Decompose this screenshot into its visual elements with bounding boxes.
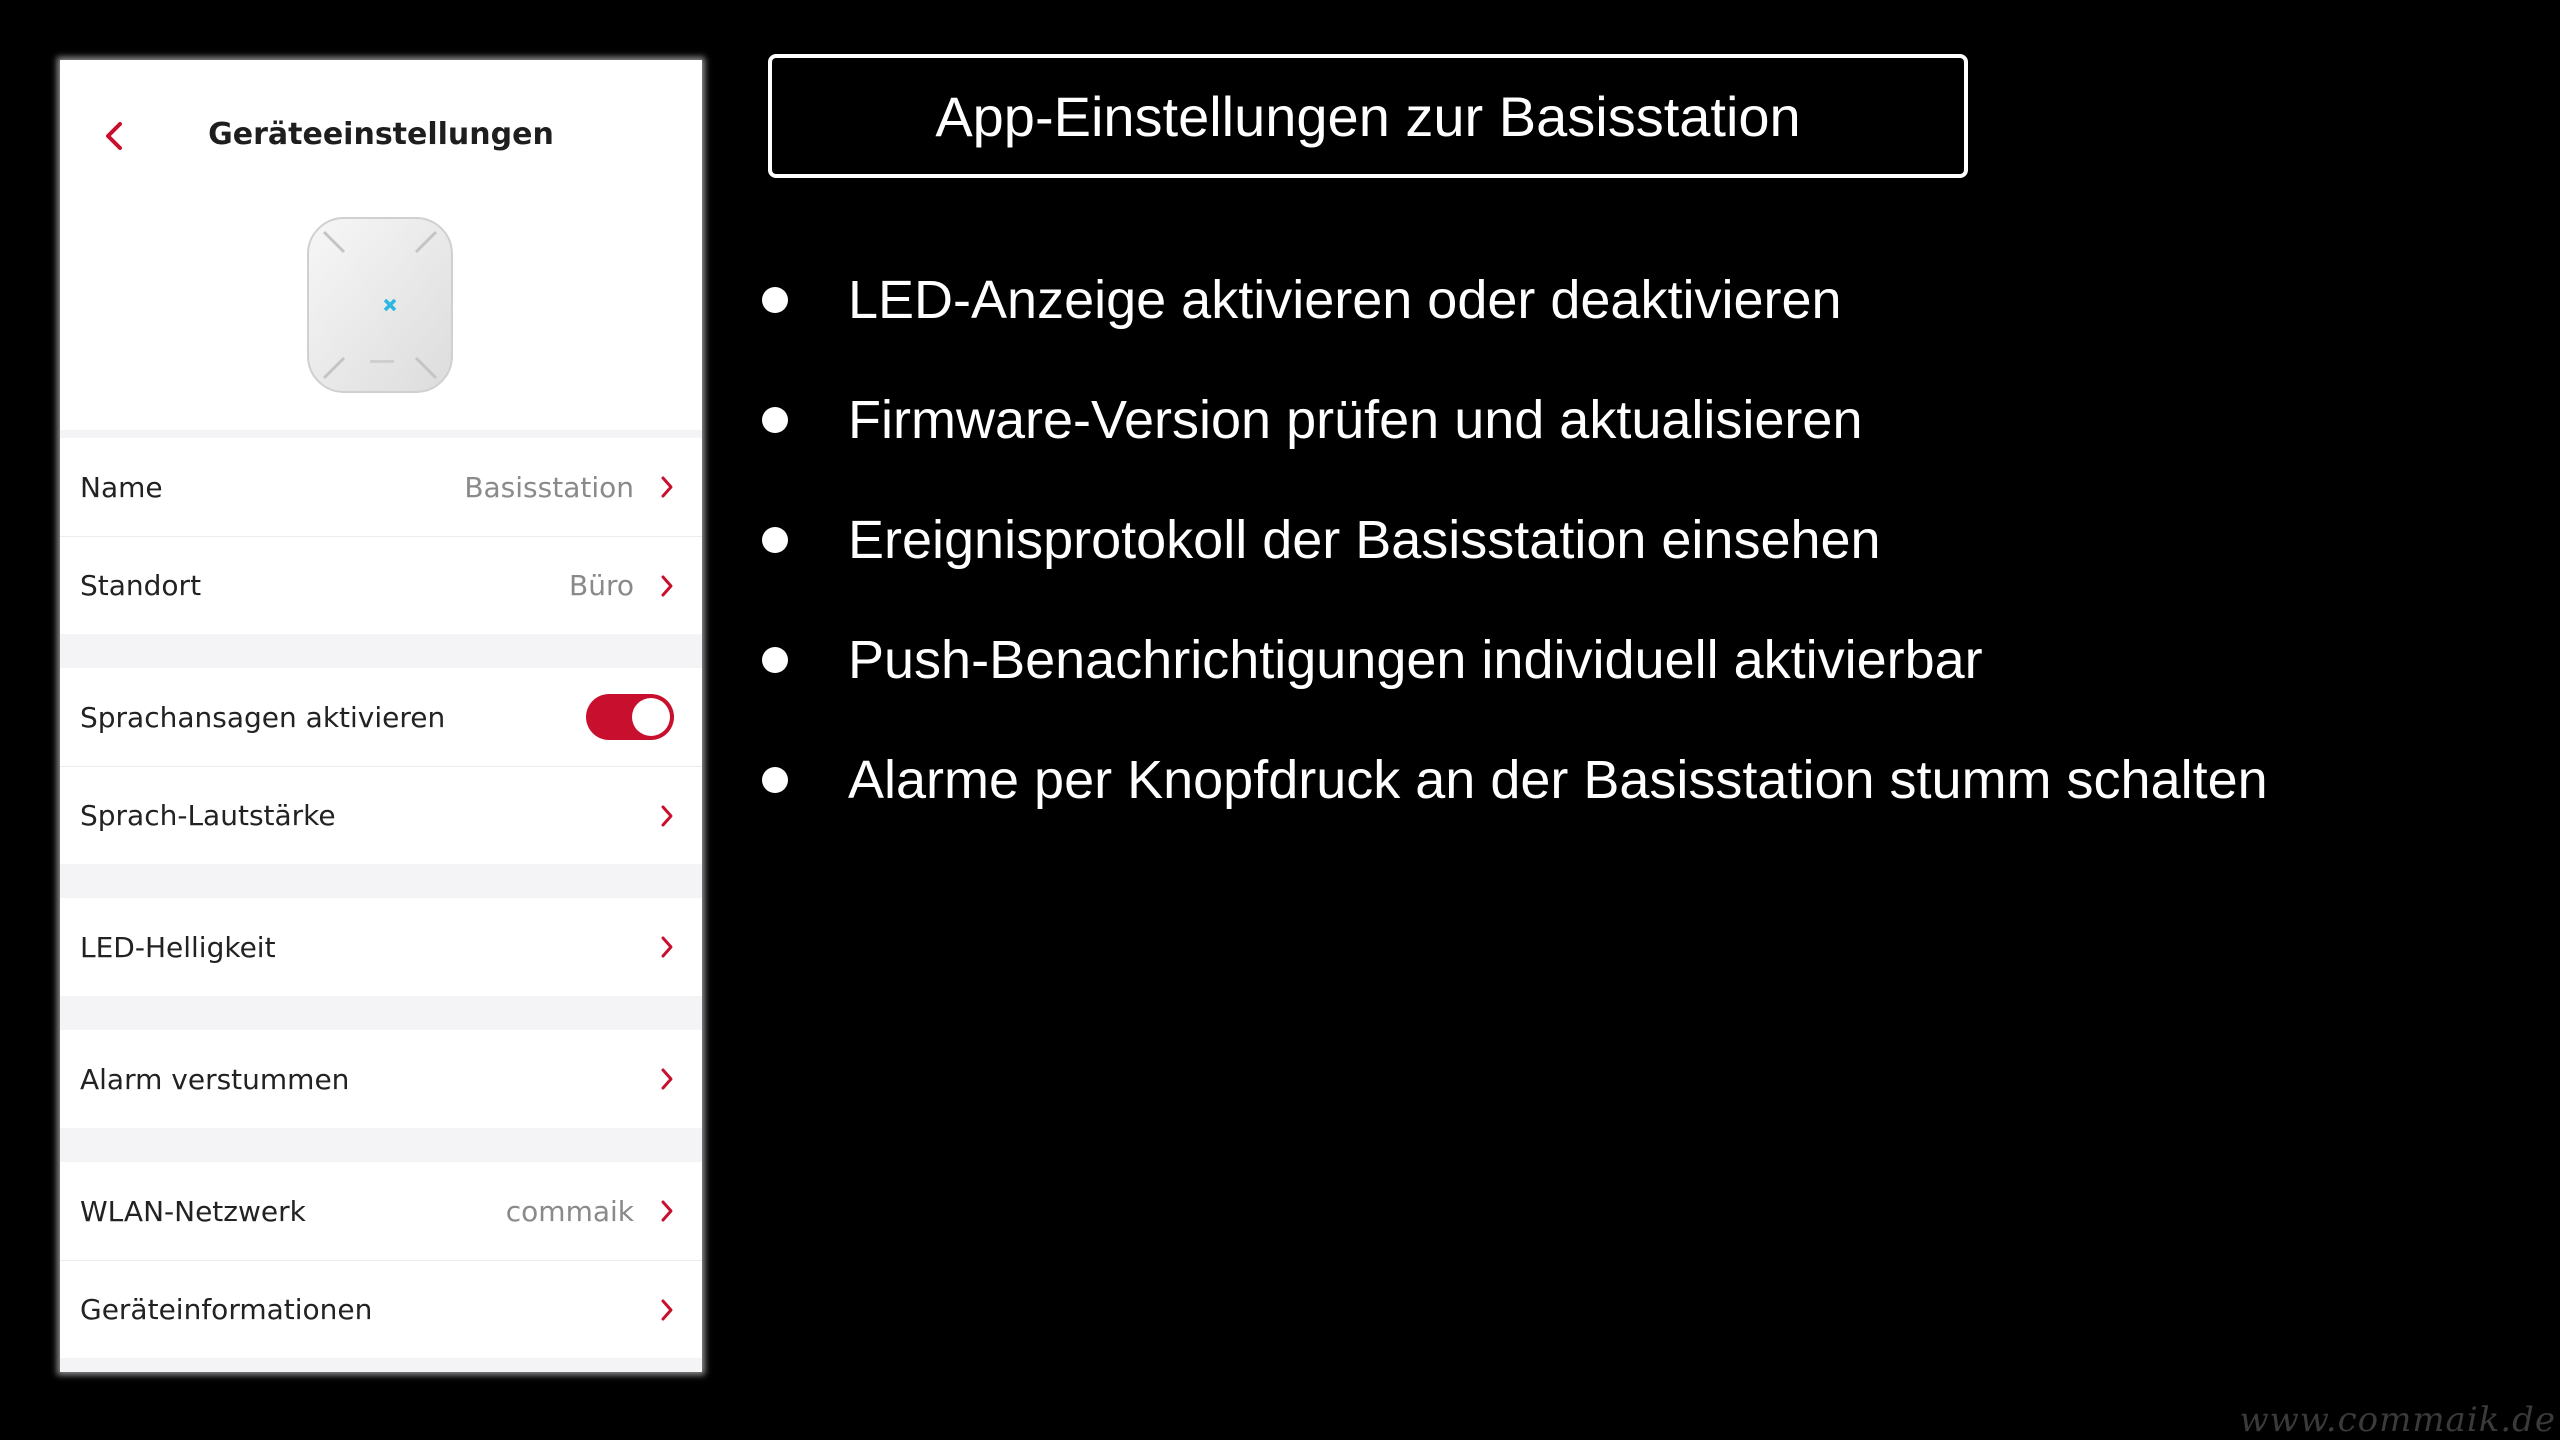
- base-station-image: [300, 210, 460, 400]
- phone-screenshot: [60, 60, 702, 1372]
- setting-label: Sprach-Lautstärke: [80, 799, 336, 832]
- setting-label: Geräteinformationen: [80, 1293, 373, 1326]
- bullet-text: Firmware-Version prüfen und aktualisieren: [848, 390, 1863, 450]
- chevron-right-icon: [656, 571, 678, 601]
- bullet-text: Ereignisprotokoll der Basisstation einsehen: [848, 510, 1881, 570]
- list-item: [760, 720, 2540, 840]
- bullet-text: Alarme per Knopfdruck an der Basisstation stumm schalten: [848, 750, 2268, 810]
- setting-value: commaik: [505, 1194, 634, 1228]
- sprachansagen-toggle[interactable]: [586, 694, 674, 740]
- bullet-text: LED-Anzeige aktivieren oder deaktivieren: [848, 270, 1842, 330]
- list-item: [760, 240, 2540, 360]
- chevron-right-icon: [656, 1295, 678, 1325]
- bullet-icon: [762, 767, 788, 793]
- setting-row-led-helligkeit[interactable]: [60, 898, 702, 996]
- bullet-icon: [762, 647, 788, 673]
- setting-row-sprach-lautstaerke[interactable]: [60, 766, 702, 864]
- slide-title: App-Einstellungen zur Basisstation: [935, 84, 1801, 148]
- toggle-knob: [632, 698, 670, 736]
- page-title: Geräteeinstellungen: [208, 117, 554, 152]
- chevron-right-icon: [656, 472, 678, 502]
- watermark: www.commaik.de: [2239, 1400, 2556, 1440]
- app-header: [60, 60, 702, 430]
- setting-label: Alarm verstummen: [80, 1062, 350, 1096]
- slide-title-box: [768, 54, 1968, 178]
- setting-row-sprachansagen: [60, 668, 702, 766]
- setting-value: Basisstation: [464, 470, 634, 504]
- setting-label: Sprachansagen aktivieren: [80, 700, 446, 734]
- setting-value: Büro: [569, 569, 634, 602]
- chevron-right-icon: [656, 932, 678, 962]
- list-item: [760, 480, 2540, 600]
- setting-row-standort[interactable]: [60, 536, 702, 634]
- chevron-right-icon: [656, 1064, 678, 1094]
- setting-row-alarm-verstummen[interactable]: [60, 1030, 702, 1128]
- chevron-right-icon: [656, 1196, 678, 1226]
- bullet-icon: [762, 407, 788, 433]
- bullet-text: Push-Benachrichtigungen individuell aktivierbar: [848, 630, 1983, 690]
- chevron-right-icon: [656, 801, 678, 831]
- setting-label: Standort: [80, 569, 202, 602]
- setting-label: Name: [80, 470, 163, 504]
- setting-row-name[interactable]: [60, 438, 702, 536]
- setting-label: LED-Helligkeit: [80, 930, 276, 964]
- list-item: [760, 360, 2540, 480]
- setting-label: WLAN-Netzwerk: [80, 1194, 306, 1228]
- feature-list: [760, 240, 2540, 840]
- list-item: [760, 600, 2540, 720]
- setting-row-wlan[interactable]: [60, 1162, 702, 1260]
- bullet-icon: [762, 287, 788, 313]
- bullet-icon: [762, 527, 788, 553]
- setting-row-geraeteinformationen[interactable]: [60, 1260, 702, 1358]
